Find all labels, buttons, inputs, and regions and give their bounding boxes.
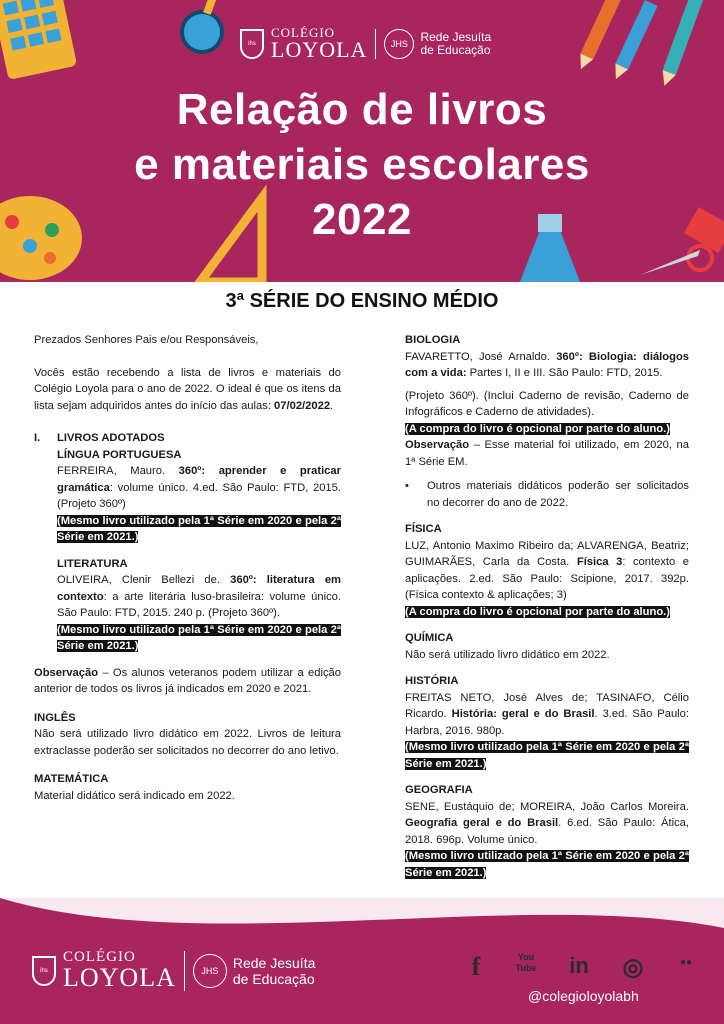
footer-logo-divider: [184, 951, 185, 991]
footer-rede-line-1: Rede Jesuíta: [232, 954, 316, 971]
lp-note: (Mesmo livro utilizado pela 1ª Série em 2020 e pela 2ª Série em 2021.): [57, 514, 341, 543]
section-number: I.: [34, 432, 41, 444]
logo-divider: [375, 29, 376, 59]
bio-reference: FAVARETTO, José Arnaldo. 360º: Biologia: diálogos com a vida: Partes I, II e III. São Paulo: FTD, 2015.: [405, 350, 690, 379]
his-note: (Mesmo livro utilizado pela 1ª Série em 2020 e pela 2ª Série em 2021.): [405, 741, 689, 770]
school-logo: [240, 26, 491, 61]
section-title: LIVROS ADOTADOS: [57, 432, 165, 444]
bio-bullet-text: Outros materiais didáticos poderão ser solicitados no decorrer do ano de 2022.: [427, 480, 689, 509]
geo-reference: SENE, Eustáquio de; MOREIRA, João Carlos Moreira. Geografia geral e do Brasil. 6.ed. São Paulo: Ática, 2018. 696p. Volume único.: [405, 800, 689, 846]
lit-note: (Mesmo livro utilizado pela 1ª Série em 2020 e pela 2ª Série em 2021.): [57, 623, 341, 652]
youtube-icon[interactable]: You Tube: [515, 952, 537, 973]
grade-heading: 3ª SÉRIE DO ENSINO MÉDIO: [225, 290, 499, 312]
linkedin-icon[interactable]: in: [569, 953, 589, 978]
rede-line-1: Rede Jesuíta: [420, 29, 492, 44]
footer-logo-colegio-text: COLÉGIO: [63, 949, 136, 965]
his-title: HISTÓRIA: [405, 675, 459, 687]
footer-banner: [0, 898, 724, 1024]
facebook-icon[interactable]: f: [471, 952, 481, 981]
fis-note: (A compra do livro é opcional por parte do aluno.): [405, 605, 670, 618]
mat-title: MATEMÁTICA: [34, 773, 109, 785]
footer-jesuit-seal-icon: JHS: [193, 954, 227, 988]
his-reference: FREITAS NETO, José Alves de; TASINAFO, Célio Ricardo. História: geral e do Brasil. 3.ed. São Paulo: Harbra, 2016. 980p.: [405, 691, 689, 737]
header-banner: [0, 0, 724, 282]
social-handle[interactable]: @colegioloyolabh: [528, 988, 639, 1004]
qui-title: QUÍMICA: [405, 632, 454, 644]
geo-title: GEOGRAFIA: [405, 784, 473, 796]
jesuit-seal-icon: JHS: [384, 29, 414, 59]
flickr-icon[interactable]: ●●: [679, 957, 693, 968]
fis-reference: LUZ, Antonio Maximo Ribeiro da; ALVARENGA, Beatriz; GUIMARÃES, Carla da Costa. Física 3: contexto e aplicações. 2.ed. São Paulo: Scipione, 2017. 392p. (Física contexto & aplicações; 3): [405, 539, 689, 601]
mat-text: Material didático será indicado em 2022.: [34, 789, 235, 802]
qui-text: Não será utilizado livro didático em 2022.: [405, 648, 610, 661]
footer-logo-loyola-text: LOYOLA: [63, 963, 176, 992]
footer-logo: [32, 950, 315, 991]
lp-title: LÍNGUA PORTUGUESA: [57, 448, 182, 461]
bio-observation: Observação – Esse material foi utilizado, em 2020, na 1ª Série EM.: [405, 439, 689, 468]
ing-text: Não será utilizado livro didático em 2022. Livros de leitura extraclasse poderão ser solicitados no decorrer do ano letivo.: [34, 728, 341, 757]
lit-reference: OLIVEIRA, Clenir Bellezi de. 360º: literatura em contexto: a arte literária luso-brasileira: volume único. São Paulo: FTD, 2015. 240 p. (Projeto 360º).: [57, 574, 341, 619]
greeting: Prezados Senhores Pais e/ou Responsáveis,: [34, 334, 259, 346]
crest-icon: ihs: [240, 29, 264, 59]
bio-title: BIOLOGIA: [405, 334, 461, 346]
lp-reference: FERREIRA, Mauro. 360º: aprender e praticar gramática: volume único. 4.ed. São Paulo: FTD, 2015. (Projeto 360º): [57, 465, 341, 510]
footer-crest-icon: ihs: [32, 956, 56, 986]
bio-project: (Projeto 360º). (Inclui Caderno de revisão, Caderno de Infográficos e Caderno de atividades).: [405, 389, 689, 418]
bullet-icon: •: [405, 480, 409, 492]
logo-colegio-text: COLÉGIO: [271, 25, 336, 40]
rede-line-2: de Educação: [420, 42, 491, 57]
geo-note: (Mesmo livro utilizado pela 1ª Série em 2020 e pela 2ª Série em 2021.): [405, 850, 689, 879]
title-line-3: 2022: [312, 195, 412, 244]
title-line-1: Relação de livros: [176, 85, 548, 134]
left-column: [34, 332, 341, 804]
bio-note: (A compra do livro é opcional por parte do aluno.): [405, 422, 670, 435]
lit-title: LITERATURA: [57, 557, 128, 570]
section-adopted-books: [34, 430, 341, 655]
fis-title: FÍSICA: [405, 523, 442, 535]
ing-title: INGLÊS: [34, 711, 76, 724]
title-line-2: e materiais escolares: [134, 140, 590, 189]
page-title: [0, 82, 724, 247]
instagram-icon[interactable]: ◎: [622, 954, 644, 981]
logo-loyola-text: LOYOLA: [271, 37, 368, 62]
footer-rede-line-2: de Educação: [232, 970, 315, 987]
observation-left: Observação – Os alunos veteranos podem utilizar a edição anterior de todos os livros já indicados em 2020 e 2021.: [34, 666, 341, 695]
intro-paragraph: Vocês estão recebendo a lista de livros e materiais do Colégio Loyola para o ano de 2022. O ideal é que os itens da lista sejam adquiridos antes do início das aulas: 07/02/2022.: [34, 366, 341, 412]
bio-bullet-item: [405, 478, 689, 511]
right-column: [405, 332, 689, 881]
